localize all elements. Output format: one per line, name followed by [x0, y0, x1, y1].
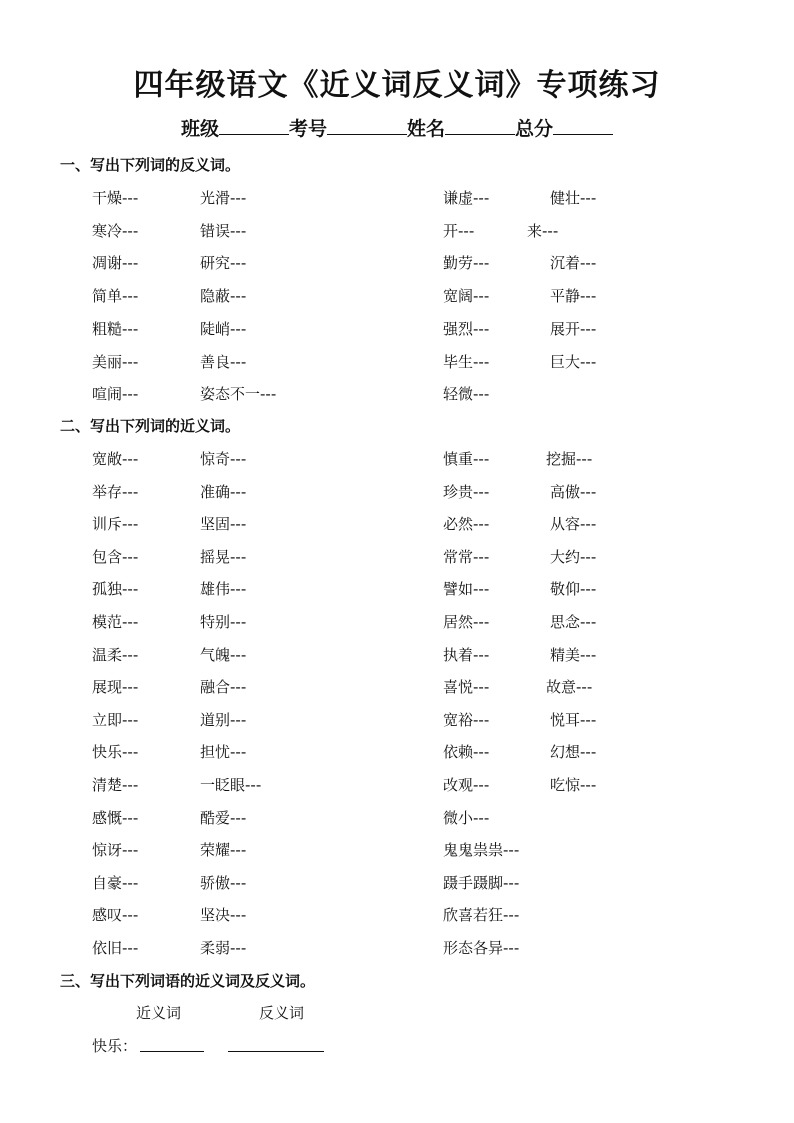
class-blank[interactable] [219, 116, 289, 135]
antonym-item[interactable]: 喧闹--- [92, 385, 139, 404]
synonym-item[interactable]: 柔弱--- [200, 939, 247, 957]
antonym-item[interactable]: 粗糙--- [92, 319, 139, 338]
synonym-item[interactable]: 欣喜若狂--- [443, 906, 520, 925]
synonym-item[interactable]: 譬如--- [443, 580, 490, 599]
antonym-item[interactable]: 研究--- [200, 254, 247, 273]
synonym-item[interactable]: 自豪--- [92, 873, 139, 892]
synonym-item[interactable]: 珍贵--- [443, 482, 490, 501]
synonym-item[interactable]: 清楚--- [92, 776, 139, 794]
synonym-item[interactable]: 特别--- [200, 613, 247, 631]
antonym-item[interactable]: 错误--- [200, 221, 247, 240]
synonym-item[interactable]: 思念--- [550, 613, 597, 631]
synonym-item[interactable]: 模范--- [92, 613, 139, 631]
synonym-item[interactable]: 坚固--- [200, 515, 247, 534]
name-blank[interactable] [445, 116, 515, 135]
synonym-item[interactable]: 快乐--- [92, 743, 139, 762]
synonym-item[interactable]: 摇晃--- [200, 547, 247, 566]
synonym-item[interactable]: 吃惊--- [550, 776, 597, 794]
antonym-item[interactable]: 毕生--- [443, 352, 490, 371]
synonym-item[interactable]: 包含--- [92, 547, 139, 566]
antonym-item[interactable]: 平静--- [550, 287, 597, 306]
class-label: 班级 [180, 118, 219, 140]
antonym-item[interactable]: 善良--- [200, 352, 247, 371]
antonym-item[interactable]: 光滑--- [200, 189, 247, 207]
score-blank[interactable] [553, 116, 613, 135]
synonym-item[interactable]: 居然--- [443, 613, 490, 631]
synonym-item[interactable]: 精美--- [550, 645, 597, 664]
synonym-item[interactable]: 准确--- [200, 482, 247, 501]
synonym-item[interactable]: 气魄--- [200, 645, 247, 664]
number-label: 考号 [288, 118, 327, 140]
antonym-item[interactable]: 陡峭--- [200, 319, 247, 338]
synonym-item[interactable]: 惊讶--- [92, 841, 139, 860]
antonym-answer-line[interactable] [228, 1051, 324, 1052]
synonym-item[interactable]: 惊奇--- [200, 450, 247, 468]
number-blank[interactable] [327, 116, 407, 135]
antonym-item[interactable]: 展开--- [550, 319, 597, 338]
synonym-item[interactable]: 喜悦--- [443, 678, 490, 697]
antonym-item[interactable]: 隐蔽--- [200, 287, 247, 306]
synonym-item[interactable]: 微小--- [443, 808, 490, 827]
synonym-item[interactable]: 宽裕--- [443, 710, 490, 729]
synonym-item[interactable]: 挖掘--- [546, 450, 593, 468]
antonym-item[interactable]: 沉着--- [550, 254, 597, 273]
antonym-item[interactable]: 来--- [527, 221, 559, 240]
antonym-item[interactable]: 简单--- [92, 287, 139, 306]
antonym-item[interactable]: 美丽--- [92, 352, 139, 371]
section-heading-synonyms: 二、写出下列词的近义词。 [60, 417, 241, 435]
synonym-item[interactable]: 执着--- [443, 645, 490, 664]
synonym-item[interactable]: 举存--- [92, 482, 139, 501]
antonym-item[interactable]: 勤劳--- [443, 254, 490, 273]
antonym-item[interactable]: 健壮--- [550, 189, 597, 207]
synonym-item[interactable]: 宽敞--- [92, 450, 139, 468]
antonym-item[interactable]: 开--- [443, 221, 475, 240]
synonym-item[interactable]: 蹑手蹑脚--- [443, 873, 520, 892]
exercise-item: 快乐： [92, 1037, 138, 1055]
antonym-item[interactable]: 巨大--- [550, 352, 597, 371]
antonym-item[interactable]: 谦虚--- [443, 189, 490, 207]
section-heading-synonyms-antonyms: 三、写出下列词语的近义词及反义词。 [60, 972, 316, 990]
synonym-item[interactable]: 雄伟--- [200, 580, 247, 599]
synonym-item[interactable]: 常常--- [443, 547, 490, 566]
section-heading-antonyms: 一、写出下列词的反义词。 [60, 156, 241, 174]
column-header-antonym: 反义词 [259, 1004, 305, 1022]
synonym-item[interactable]: 孤独--- [92, 580, 139, 599]
synonym-item[interactable]: 融合--- [200, 678, 247, 697]
synonym-item[interactable]: 担忧--- [200, 743, 247, 762]
synonym-item[interactable]: 一眨眼--- [200, 776, 262, 794]
synonym-item[interactable]: 故意--- [546, 678, 593, 697]
synonym-item[interactable]: 感慨--- [92, 808, 139, 827]
synonym-item[interactable]: 高傲--- [550, 482, 597, 501]
synonym-item[interactable]: 从容--- [550, 515, 597, 534]
antonym-item[interactable]: 强烈--- [443, 319, 490, 338]
synonym-item[interactable]: 幻想--- [550, 743, 597, 762]
antonym-item[interactable]: 干燥--- [92, 189, 139, 207]
synonym-item[interactable]: 展现--- [92, 678, 139, 697]
synonym-item[interactable]: 形态各异--- [443, 939, 520, 957]
synonym-item[interactable]: 酷爱--- [200, 808, 247, 827]
synonym-item[interactable]: 骄傲--- [200, 873, 247, 892]
page-title: 四年级语文《近义词反义词》专项练习 [133, 68, 661, 103]
synonym-item[interactable]: 训斥--- [92, 515, 139, 534]
antonym-item[interactable]: 宽阔--- [443, 287, 490, 306]
student-info-line [0, 114, 794, 141]
synonym-item[interactable]: 道别--- [200, 710, 247, 729]
score-label: 总分 [515, 118, 554, 140]
synonym-item[interactable]: 悦耳--- [550, 710, 597, 729]
synonym-item[interactable]: 温柔--- [92, 645, 139, 664]
synonym-answer-line[interactable] [140, 1051, 204, 1052]
synonym-item[interactable]: 立即--- [92, 710, 139, 729]
synonym-item[interactable]: 坚决--- [200, 906, 247, 925]
synonym-item[interactable]: 慎重--- [443, 450, 490, 468]
synonym-item[interactable]: 必然--- [443, 515, 490, 534]
antonym-item[interactable]: 姿态不一--- [200, 385, 277, 404]
synonym-item[interactable]: 荣耀--- [200, 841, 247, 860]
synonym-item[interactable]: 感叹--- [92, 906, 139, 925]
synonym-item[interactable]: 改观--- [443, 776, 490, 794]
synonym-item[interactable]: 大约--- [550, 547, 597, 566]
antonym-item[interactable]: 寒冷--- [92, 221, 139, 240]
antonym-item[interactable]: 凋谢--- [92, 254, 139, 273]
column-header-synonym: 近义词 [136, 1004, 182, 1022]
name-label: 姓名 [407, 118, 446, 140]
synonym-item[interactable]: 依赖--- [443, 743, 490, 762]
synonym-item[interactable]: 鬼鬼祟祟--- [443, 841, 520, 860]
synonym-item[interactable]: 敬仰--- [550, 580, 597, 599]
synonym-item[interactable]: 依旧--- [92, 939, 139, 957]
antonym-item[interactable]: 轻微--- [443, 385, 490, 404]
